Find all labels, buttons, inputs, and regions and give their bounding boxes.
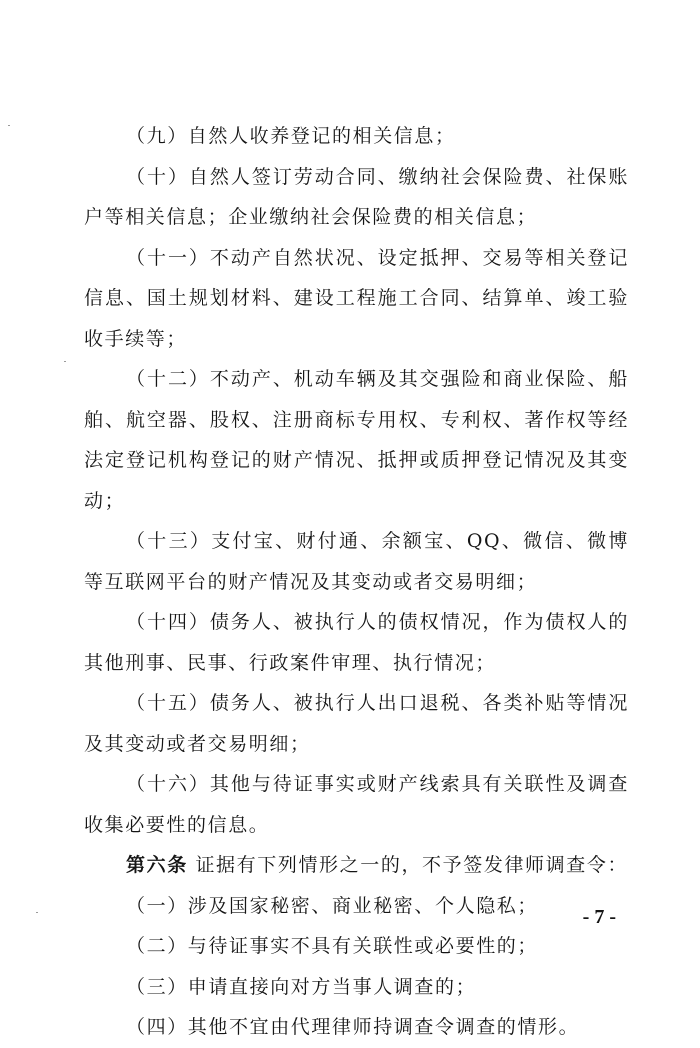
- list-item-9: （九）自然人收养登记的相关信息；: [126, 125, 456, 147]
- list-item-13: （十三）支付宝、财付通、余额宝、QQ、微信、微博等互联网平台的财产情况及其变动或者交易明细；: [84, 530, 629, 593]
- scan-speck: [36, 912, 38, 913]
- exclusion-item-4: （四）其他不宜由代理律师持调查令调查的情形。: [126, 1016, 580, 1038]
- article-text: 证据有下列情形之一的，不予签发律师调查令：: [195, 854, 629, 876]
- list-item-11: （十一）不动产自然状况、设定抵押、交易等相关登记信息、国土规划材料、建设工程施工合同、结算单、竣工验收手续等；: [84, 246, 629, 350]
- page-number: - 7 -: [582, 906, 616, 928]
- document-body: [84, 116, 629, 1048]
- list-item-10: （十）自然人签订劳动合同、缴纳社会保险费、社保账户等相关信息；企业缴纳社会保险费的相关信息；: [84, 165, 629, 228]
- article-6: [84, 845, 629, 886]
- exclusion-item-2: （二）与待证事实不具有关联性或必要性的；: [126, 935, 539, 957]
- article-title: 第六条: [126, 854, 188, 876]
- exclusion-item-1: （一）涉及国家秘密、商业秘密、个人隐私；: [126, 894, 539, 917]
- exclusion-item-3: （三）申请直接向对方当事人调查的；: [126, 975, 477, 998]
- list-item-14: （十四）债务人、被执行人的债权情况，作为债权人的其他刑事、民事、行政案件审理、执行情况；: [84, 611, 629, 674]
- scan-speck: [64, 361, 66, 362]
- list-item-16: （十六）其他与待证事实或财产线索具有关联性及调查收集必要性的信息。: [84, 773, 629, 836]
- scan-speck: [8, 125, 10, 126]
- list-item-15: （十五）债务人、被执行人出口退税、各类补贴等情况及其变动或者交易明细；: [84, 692, 629, 755]
- list-item-12: （十二）不动产、机动车辆及其交强险和商业保险、船舶、航空器、股权、注册商标专用权、专利权、著作权等经法定登记机构登记的财产情况、抵押或质押登记情况及其变动；: [84, 368, 629, 512]
